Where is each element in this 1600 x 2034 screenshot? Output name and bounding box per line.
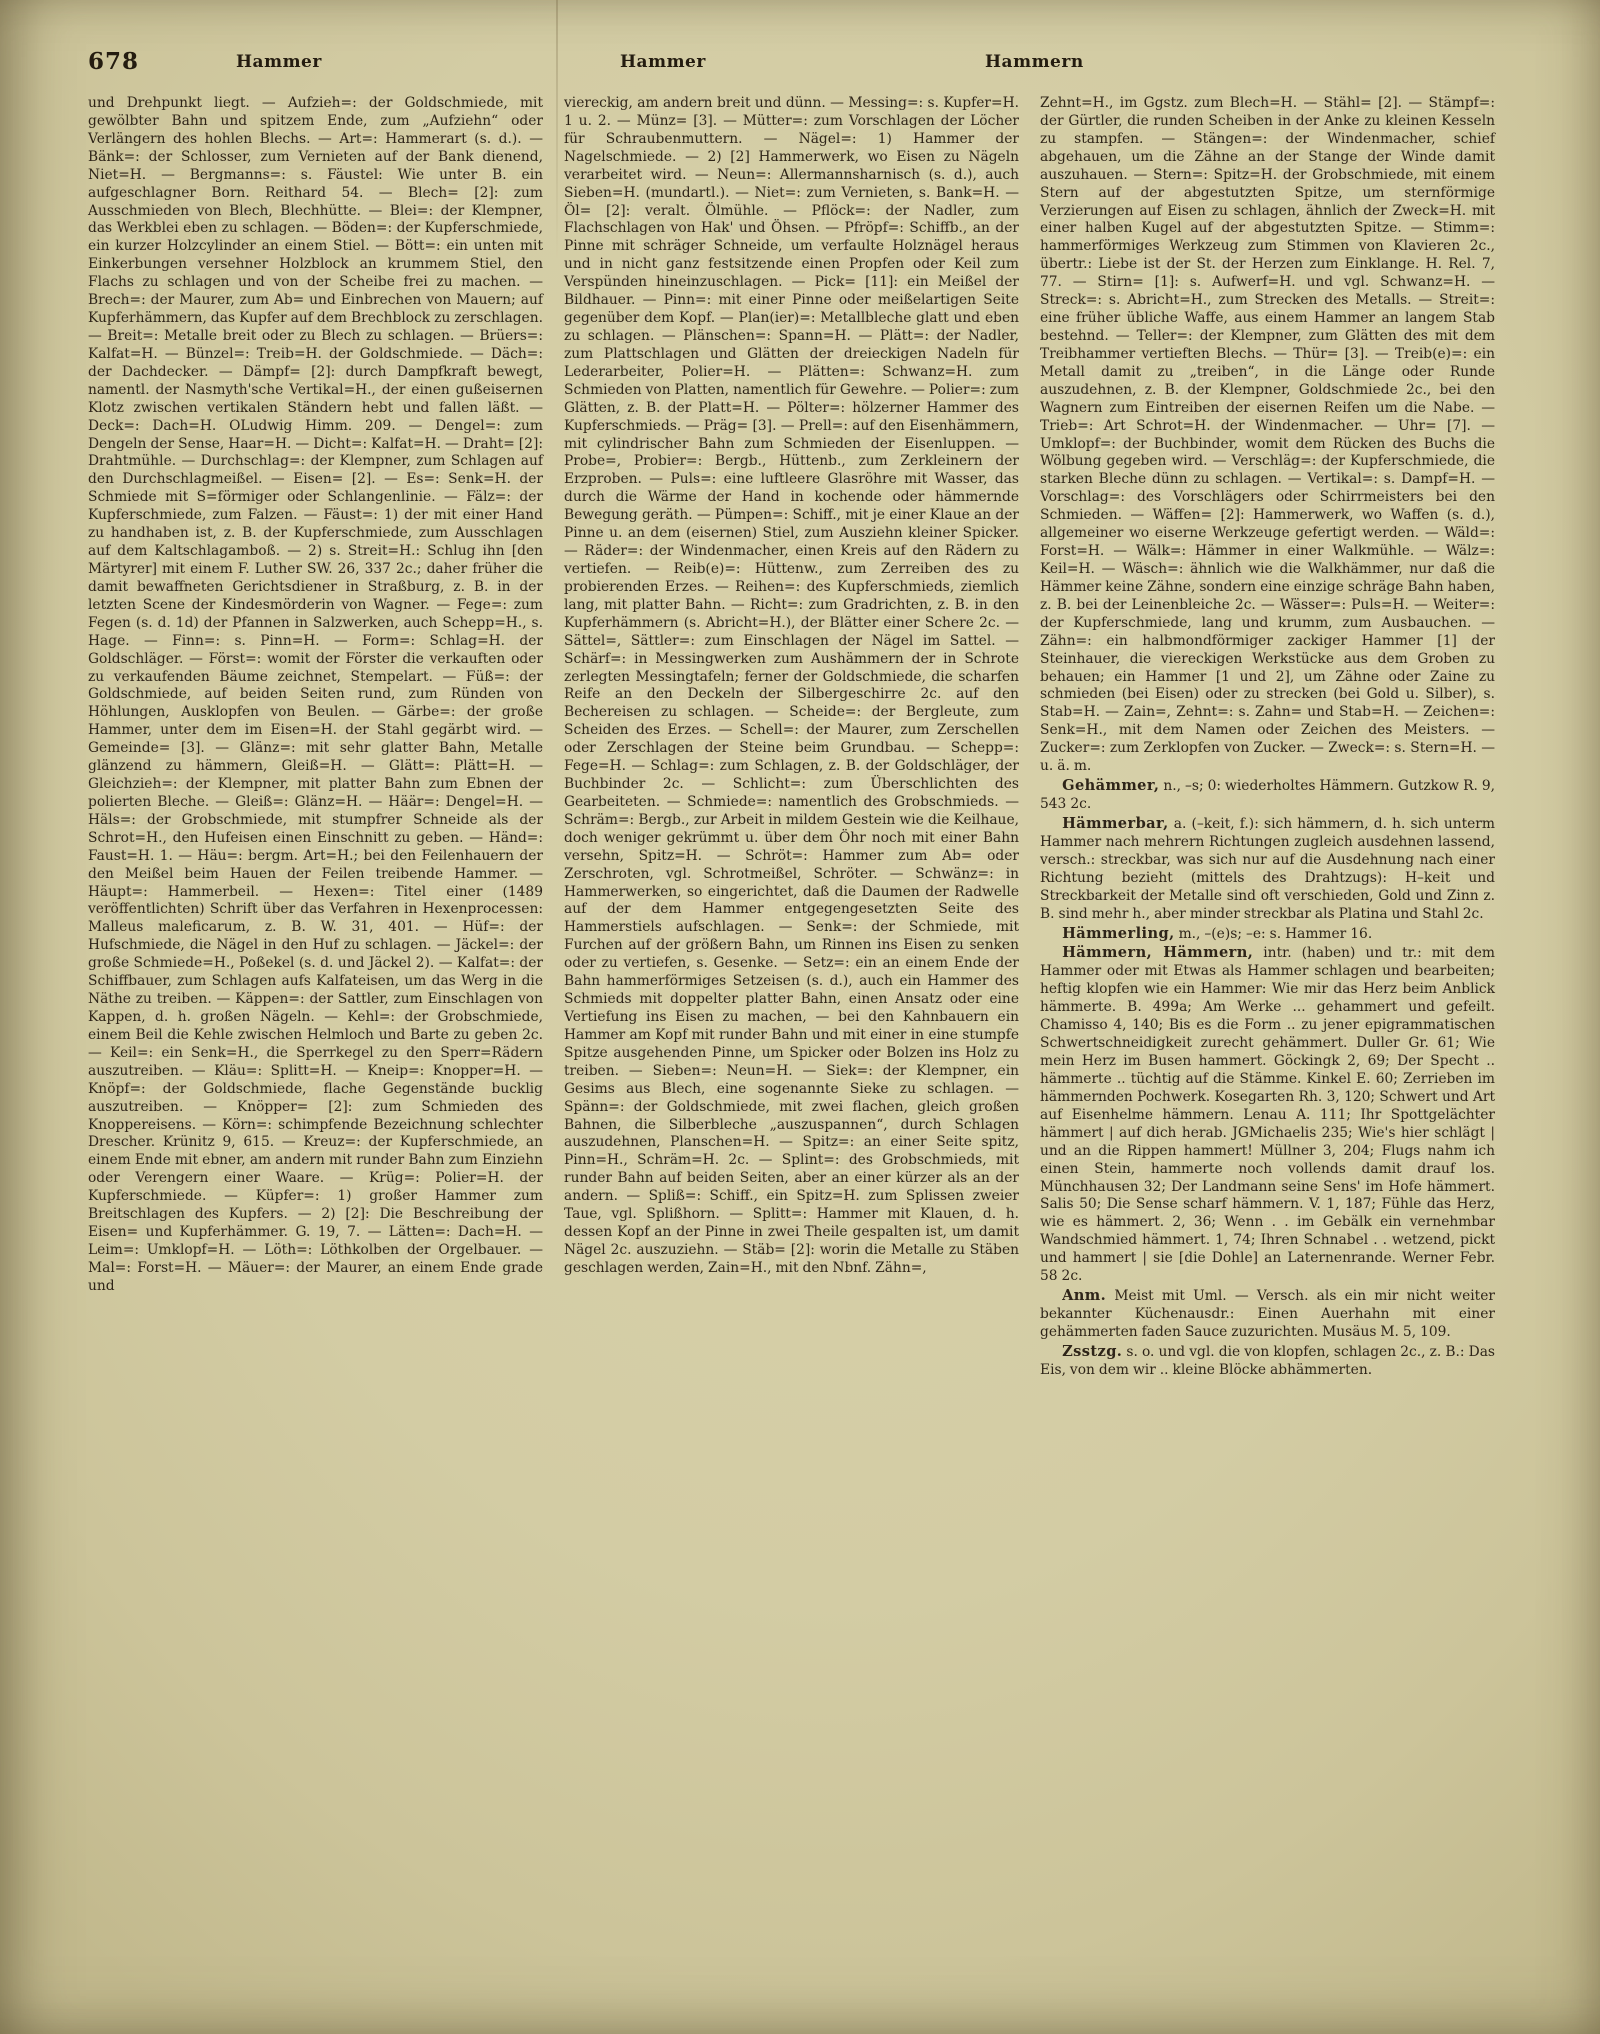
running-head-column-1: Hammer — [236, 52, 322, 72]
entry-body-gehaemmer: n., –s; 0: wiederholtes Hämmern. Gutzkow R. 9, 543 2c. — [1040, 778, 1495, 812]
entry-headword-haemmerling: Hämmerling, — [1062, 924, 1175, 942]
entry-anmerkung — [1040, 1287, 1495, 1342]
running-head-column-2: Hammer — [620, 52, 706, 72]
entry-body-haemmerbar: a. (–keit, f.): sich hämmern, d. h. sich unterm Hammer nach mehrern Richtungen zugleich ausdehnen lassend, versch.: streckbar, was sich nur auf die Ausdehnung nach einer Richtung bezieht (mittels des Drahtzugs): H–keit und Streckbarkeit der Metalle sind oft verschieden, Gold und Zinn z. B. sind mehr h., aber minder streckbar als Platina und Stahl 2c. — [1040, 815, 1495, 922]
entry-body-anmerkung: Meist mit Uml. — Versch. als ein mir nicht weiter bekannter Küchenausdr.: Einen Auerhahn mit einer gehämmerten faden Sauce zuzurichten. Musäus M. 5, 109. — [1040, 1288, 1495, 1340]
text-block — [88, 95, 1495, 1380]
entry-zusammensetzung — [1040, 1343, 1495, 1380]
entry-headword-gehaemmer: Gehämmer, — [1062, 777, 1160, 795]
entry-body-zusammensetzung: s. o. und vgl. die von klopfen, schlagen 2c., z. B.: Das Eis, von dem wir .. kleine Blöcke abhämmerten. — [1040, 1343, 1495, 1378]
entry-haemmerling — [1040, 925, 1495, 944]
entry-gehaemmer — [1040, 777, 1495, 814]
column-2 — [564, 95, 1019, 1380]
page-number: 678 — [88, 48, 140, 75]
running-head-column-3: Hammern — [985, 52, 1084, 72]
entry-headword-zusammensetzung: Zsstzg. — [1062, 1342, 1123, 1360]
entry-haemmerbar — [1040, 815, 1495, 924]
entry-headword-haemmerbar: Hämmerbar, — [1062, 814, 1169, 832]
hammer-compounds-text-col2: viereckig, am andern breit und dünn. — Messing=: s. Kupfer=H. 1 u. 2. — Münz= [3]. — Mütter=: zum Vorschlagen der Löcher für Schraubenmuttern. — Nägel=: 1) Hammer der Nagelschmiede. — 2) [2] Hammerwerk, wo Eisen zu Nägeln verarbeitet wird. — Neun=: Allermannsharnisch (s. d.), auch Sieben=H. (mundartl.). — Niet=: zum Vernieten, s. Bank=H. — Öl= [2]: veralt. Ölmühle. — Pflöck=: der Nadler, zum Flachschlagen von Hak' und Öhsen. — Pfröpf=: Schiffb., an der Pinne mit schräger Schneide, um verfaulte Holznägel heraus und in nicht ganz festsitzende einen Propfen oder Keil zum Verspünden hineinzuschlagen. — Pick= [11]: ein Meißel der Bildhauer. — Pinn=: mit einer Pinne oder meißelartigen Seite gegenüber dem Kopf. — Plan(ier)=: Metallbleche glatt und eben zu schlagen. — Plänschen=: Spann=H. — Plätt=: der Nadler, zum Plattschlagen und Glätten der dreieckigen Nadeln für Lederarbeiter, Polier=H. — Plätten=: Schwanz=H. zum Schmieden von Platten, namentlich für Gewehre. — Polier=: zum Glätten, z. B. der Platt=H. — Pölter=: hölzerner Hammer des Kupferschmieds. — Präg= [3]. — Prell=: auf den Eisenhämmern, mit cylindrischer Bahn zum Schmieden der Eisenluppen. — Probe=, Probier=: Bergb., Hüttenb., zum Zerkleinern der Erzproben. — Puls=: eine luftleere Glasröhre mit Wasser, das durch die Wärme der Hand in kochende oder hämmernde Bewegung geräth. — Pümpen=: Schiff., mit je einer Klaue an der Pinne u. an dem (eisernen) Stiel, zum Ausziehn kleiner Spicker. — Räder=: der Windenmacher, einen Kreis auf den Rädern zu vertiefen. — Reib(e)=: Hüttenw., zum Zerreiben des zu probierenden Erzes. — Reihen=: des Kupferschmieds, ziemlich lang, mit platter Bahn. — Richt=: zum Gradrichten, z. B. in den Kupferhämmern (s. Abricht=H.), der Blätter einer Schere 2c. — Sättel=, Sättler=: zum Einschlagen der Nägel im Sattel. — Schärf=: in Messingwerken zum Aushämmern der in Schrote zerlegten Messingtafeln; ferner der Goldschmiede, die scharfen Reife an den Deckeln der Silbergeschirre 2c. auf den Bechereisen zu schlagen. — Scheide=: der Bergleute, zum Scheiden des Erzes. — Schell=: der Maurer, zum Zerschellen oder Zerschlagen der Steine beim Grundbau. — Schepp=: Fege=H. — Schlag=: zum Schlagen, z. B. der Goldschläger, der Buchbinder 2c. — Schlicht=: zum Überschlichten des Gearbeiteten. — Schmiede=: namentlich des Grobschmieds. — Schräm=: Bergb., zur Arbeit in mildem Gestein wie die Keilhaue, doch weniger gekrümmt u. über dem Öhr noch mit einer Bahn versehn, Spitz=H. — Schröt=: Hammer zum Ab= oder Zerschroten, vgl. Schrotmeißel, Schröter. — Schwänz=: in Hammerwerken, so eingerichtet, daß die Daumen der Radwelle auf der dem Hammer entgegengesetzten Seite des Hammerstiels aufschlagen. — Senk=: der Schmiede, mit Furchen auf der größern Bahn, um Rinnen ins Eisen zu senken oder zu vertiefen, s. Gesenke. — Setz=: ein an einem Ende der Bahn hammerförmiges Setzeisen (s. d.), auch ein Hammer des Schmieds mit doppelter platter Bahn, einen Ansatz oder eine Vertiefung ins Eisen zu machen, — bei den Kahnbauern ein Hammer am Kopf mit runder Bahn und mit einer in eine stumpfe Spitze ausgehenden Pinne, um Spicker oder Bolzen ins Holz zu treiben. — Sieben=: Neun=H. — Siek=: der Klempner, ein Gesims aus Blech, eine sogenannte Sieke zu schlagen. — Spänn=: der Goldschmiede, mit zwei flachen, gleich großen Bahnen, die Silberbleche „auszuspannen“, durch Schlagen auszudehnen, Planschen=H. — Spitz=: an einer Seite spitz, Pinn=H., Schräm=H. 2c. — Splint=: des Grobschmieds, mit runder Bahn auf beiden Seiten, aber an einer kürzer als an der andern. — Spliß=: Schiff., ein Spitz=H. zum Splissen zweier Taue, vgl. Splißhorn. — Splitt=: Hammer mit Klauen, d. h. dessen Kopf an der Pinne in zwei Theile gespalten ist, um damit Nägel 2c. auszuziehn. — Stäb= [2]: worin die Metalle zu Stäben geschlagen werden, Zain=H., mit den Nbnf. Zähn=, — [564, 95, 1019, 1276]
entry-haemmern — [1040, 944, 1495, 1286]
page-header — [0, 48, 1600, 82]
hammer-compounds-text-col1: und Drehpunkt liegt. — Aufzieh=: der Goldschmiede, mit gewölbter Bahn und spitzem Ende, zum „Aufziehn“ oder Verlängern des hohlen Blechs. — Art=: Hammerart (s. d.). — Bänk=: der Schlosser, zum Vernieten auf der Bank dienend, Niet=H. — Bergmanns=: s. Fäustel: Wie unter B. ein aufgeschlagner Born. Reithard 54. — Blech= [2]: zum Ausschmieden von Blech, Blechhütte. — Blei=: der Klempner, das Werkblei eben zu schlagen. — Böden=: der Kupferschmiede, ein kurzer Holzcylinder an einem Stiel. — Bött=: ein unten mit Einkerbungen versehner Holzblock an krummem Stiel, den Flachs zu schlagen und von der Scheibe frei zu machen. — Brech=: der Maurer, zum Ab= und Einbrechen von Mauern; auf Kupferhämmern, das Kupfer auf dem Brechblock zu zerschlagen. — Breit=: Metalle breit oder zu Blech zu schlagen. — Brüers=: Kalfat=H. — Bünzel=: Treib=H. der Goldschmiede. — Däch=: der Dachdecker. — Dämpf= [2]: durch Dampfkraft bewegt, namentl. der Nasmyth'sche Vertikal=H., der einen gußeisernen Klotz zwischen vertikalen Ständern hebt und fallen läßt. — Deck=: Dach=H. OLudwig Himm. 209. — Dengel=: zum Dengeln der Sense, Haar=H. — Dicht=: Kalfat=H. — Draht= [2]: Drahtmühle. — Durchschlag=: der Klempner, zum Schlagen auf den Durchschlagmeißel. — Eisen= [2]. — Es=: Senk=H. der Schmiede mit S=förmiger oder Schlangenlinie. — Fälz=: der Kupferschmiede, zum Falzen. — Fäust=: 1) der mit einer Hand zu handhaben ist, z. B. der Kupferschmiede, zum Ausschlagen auf dem Kaltschlagamboß. — 2) s. Streit=H.: Schlug ihn [den Märtyrer] mit einem F. Luther SW. 26, 337 2c.; daher früher die damit bewaffneten Gerichtsdiener in Straßburg, z. B. in der letzten Scene der Kindesmörderin von Wagner. — Fege=: zum Fegen (s. d. 1d) der Pfannen in Salzwerken, auch Schepp=H., s. Hage. — Finn=: s. Pinn=H. — Form=: Schlag=H. der Goldschläger. — Först=: womit der Förster die verkauften oder zu verkaufenden Bäume zeichnet, Stempelart. — Füß=: der Goldschmiede, auf beiden Seiten rund, zum Ründen von Höhlungen, Ausklopfen von Beulen. — Gärbe=: der große Hammer, unter dem im Eisen=H. der Stahl gegärbt wird. — Gemeinde= [3]. — Glänz=: mit sehr glatter Bahn, Metalle glänzend zu hämmern, Gleiß=H. — Glätt=: Plätt=H. — Gleichzieh=: der Klempner, mit platter Bahn zum Ebnen der polierten Bleche. — Gleiß=: Glänz=H. — Häär=: Dengel=H. — Häls=: der Grobschmiede, mit stumpfrer Schneide als der Schrot=H., den Hufeisen einen Einschnitt zu geben. — Händ=: Faust=H. 1. — Häu=: bergm. Art=H.; bei den Feilenhauern der den Meißel beim Hauen der Feilen treibende Hammer. — Häupt=: Hammerbeil. — Hexen=: Titel einer (1489 veröffentlichten) Schrift über das Verfahren in Hexenprocessen: Malleus maleficarum, z. B. W. 31, 401. — Hüf=: der Hufschmiede, die Nägel in den Huf zu schlagen. — Jäckel=: der große Schmiede=H., Poßekel (s. d. und Jäckel 2). — Kalfat=: der Schiffbauer, zum Schlagen aufs Kalfateisen, um das Werg in die Näthe zu treiben. — Käppen=: der Sattler, zum Einschlagen von Kappen, d. h. großen Nägeln. — Kehl=: der Grobschmiede, einem Beil die Kehle zwischen Helmloch und Barte zu geben 2c. — Keil=: ein Senk=H., die Sperrkegel zu den Sperr=Rädern auszutreiben. — Kläu=: Splitt=H. — Kneip=: Knopper=H. — Knöpf=: der Goldschmiede, flache Gegenstände bucklig auszutreiben. — Knöpper= [2]: zum Schmieden des Knoppereisens. — Körn=: schimpfende Bezeichnung schlechter Drescher. Krünitz 9, 615. — Kreuz=: der Kupferschmiede, an einem Ende mit ebner, am andern mit runder Bahn zum Einziehn oder Verengern einer Waare. — Krüg=: Polier=H. der Kupferschmiede. — Küpfer=: 1) großer Hammer zum Breitschlagen des Kupfers. — 2) [2]: Die Beschreibung der Eisen= und Kupferhämmer. G. 19, 7. — Lätten=: Dach=H. — Leim=: Umklopf=H. — Löth=: Löthkolben der Orgelbauer. — Mal=: Forst=H. — Mäuer=: der Maurer, an einem Ende grade und — [88, 95, 543, 1294]
entry-body-haemmern: intr. (haben) und tr.: mit dem Hammer oder mit Etwas als Hammer schlagen und bearbeiten; heftig klopfen wie ein Hammer: Wie mir das Herz beim Anblick hämmerte. B. 499a; Am Werke ... gehammert und gefeilt. Chamisso 4, 140; Bis es die Form .. zu jener epigrammatischen Schwertschneidigkeit zurecht gehämmert. Duller Gr. 61; Wie mein Herz im Busen hammert. Göckingk 2, 69; Der Specht .. hämmerte .. tüchtig auf die Stämme. Kinkel E. 60; Zerrieben im hämmernden Pochwerk. Kosegarten Rh. 3, 120; Schwert und Art auf Eisenhelme hämmern. Lenau A. 111; Ihr Spottgelächter hämmert | auf dich herab. JGMichaelis 235; Wie's hier schlägt | und an die Rippen hammert! Müllner 3, 204; Flugs nahm ich einen Stein, hammerte noch vollends damit drauf los. Münchhausen 32; Der Landmann seine Sens' im Hofe hämmert. Salis 50; Die Sense scharf hämmern. V. 1, 187; Fühle das Herz, wie es hämmert. 2, 36; Wenn . . im Gebälk ein vernehmbar Wandschmied hämmert. 1, 74; Ihren Schnabel . . wetzend, pickt und hammert | sie [die Dohle] an Laternenrande. Werner Febr. 58 2c. — [1040, 945, 1495, 1285]
entry-headword-haemmern: Hämmern, Hämmern, — [1062, 944, 1254, 962]
entry-body-haemmerling: m., –(e)s; –e: s. Hammer 16. — [1174, 925, 1373, 942]
column-3 — [1040, 95, 1495, 1380]
hammer-compounds-text-col3: Zehnt=H., im Ggstz. zum Blech=H. — Stähl= [2]. — Stämpf=: der Gürtler, die runden Scheiben in der Anke zu kleinen Kesseln zu stampfen. — Stängen=: der Windenmacher, schief abgehauen, um die Zähne an der Stange der Winde damit auszuhauen. — Stern=: Spitz=H. der Grobschmiede, mit einem Stern auf der abgestutzten Spitze, um sternförmige Verzierungen auf Eisen zu schlagen, ähnlich der Zweck=H. mit einer halben Kugel auf der abgestutzten Spitze. — Stimm=: hammerförmiges Werkzeug zum Stimmen von Klavieren 2c., übertr.: Liebe ist der St. der Herzen zum Einklange. H. Rel. 7, 77. — Stirn= [1]: s. Aufwerf=H. und vgl. Schwanz=H. — Streck=: s. Abricht=H., zum Strecken des Metalls. — Streit=: eine früher übliche Waffe, aus einem Hammer an langem Stab bestehnd. — Teller=: der Klempner, zum Glätten des mit dem Treibhammer vertieften Blechs. — Thür= [3]. — Treib(e)=: ein Metall damit zu „treiben“, in die Länge oder Runde auszudehnen, z. B. der Klempner, Goldschmiede 2c., bei den Wagnern zum Eintreiben der eisernen Reifen um die Nabe. — Trieb=: Art Schrot=H. der Windenmacher. — Uhr= [7]. — Umklopf=: der Buchbinder, womit dem Rücken des Buchs die Wölbung gegeben wird. — Verschläg=: der Kupferschmiede, die starken Bleche dünn zu schlagen. — Vertikal=: s. Dampf=H. — Vorschlag=: des Vorschlägers oder Schirrmeisters bei den Schmieden. — Wäffen= [2]: Hammerwerk, wo Waffen (s. d.), allgemeiner wo eiserne Werkzeuge gefertigt werden. — Wäld=: Forst=H. — Wälk=: Hämmer in einer Walkmühle. — Wälz=: Keil=H. — Wäsch=: ähnlich wie die Walkhämmer, nur daß die Hämmer keine Zähne, sondern eine einzige schräge Bahn haben, z. B. bei der Leinenbleiche 2c. — Wässer=: Puls=H. — Weiter=: der Kupferschmiede, lang und krumm, zum Ausbauchen. — Zähn=: ein halbmondförmiger zackiger Hammer [1] der Steinhauer, die viereckigen Werkstücke aus dem Groben zu behauen; ein Hammer [1 und 2], um Zähne oder Zaine zu schmieden (bei Eisen) oder zu strecken (bei Gold u. Silber), s. Stab=H. — Zain=, Zehnt=: s. Zahn= und Stab=H. — Zeichen=: Senk=H., mit dem Namen oder Zeichen des Meisters. — Zucker=: zum Zerklopfen von Zucker. — Zweck=: s. Stern=H. — u. ä. m. — [1040, 95, 1495, 775]
entry-headword-anmerkung: Anm. — [1062, 1287, 1107, 1305]
column-1 — [88, 95, 543, 1380]
